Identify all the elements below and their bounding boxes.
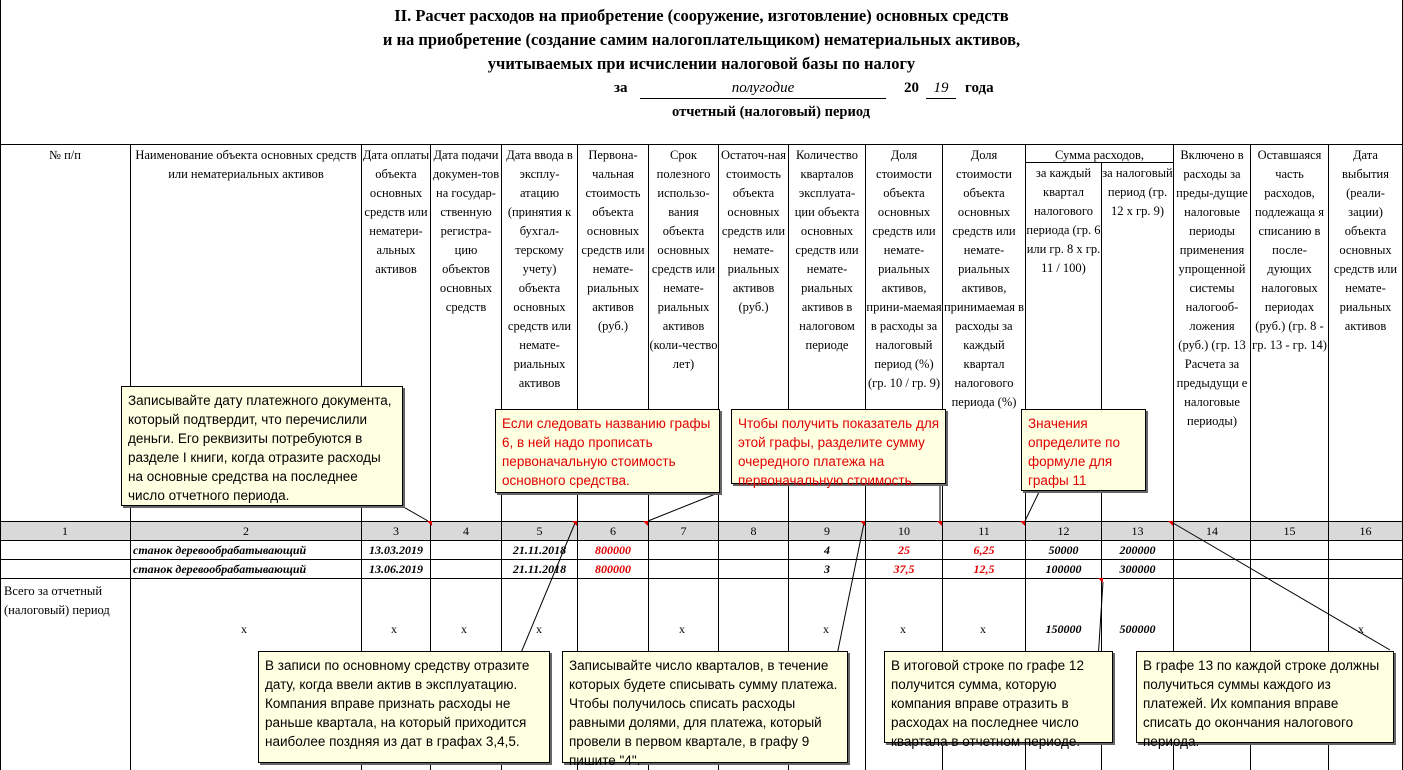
row2-c13: 300000	[1119, 562, 1156, 576]
callout-share-calc: Чтобы получить показатель для этой графы, разделите сумму очередного платежа на первоначальную стоимость.	[731, 409, 946, 484]
header-c6: Первона-чальная стоимость объекта основных средств или немате-риальных активов (руб.)	[581, 148, 645, 333]
colnum-7: 7	[680, 524, 687, 538]
callout-commission-date: В записи по основному средству отразите дату, когда ввели актив в эксплуатацию. Компания вправе признать расходы не раньше квартала, на который приходится наиболее поздняя из дат в графах 3,4,5.	[258, 651, 550, 763]
total-label: Всего за отчетный (налоговый) период	[4, 584, 110, 617]
total-x-c16: x	[1358, 622, 1364, 636]
header-c4: Дата подачи докумен-тов на государ-ственную регистра-цию объектов основных средств	[432, 148, 500, 314]
colnum-2: 2	[243, 524, 249, 538]
title-line-2: и на приобретение (создание самим налогоплательщиком) нематериальных активов,	[382, 30, 1021, 49]
colnum-16: 16	[1359, 524, 1372, 538]
callout-payment-date: Записывайте дату платежного документа, который подтвердит, что перечислили деньги. Его реквизиты потребуются в разделе I книги, когда отразите расходы на основные средства на последнее число отчетного периода.	[121, 386, 403, 506]
za-label: за	[614, 80, 628, 96]
header-c13: за налоговый период (гр. 12 х гр. 9)	[1102, 166, 1173, 218]
header-c12: за каждый квартал налогового периода (гр. 6 или гр. 8 х гр. 11 / 100)	[1026, 166, 1101, 275]
colnum-1: 1	[62, 524, 68, 538]
colnum-4: 4	[463, 524, 469, 538]
row2-c3: 13.06.2019	[369, 562, 423, 576]
colnum-5: 5	[536, 524, 543, 538]
row1-c13: 200000	[1119, 543, 1156, 557]
total-x-c3: x	[391, 622, 397, 636]
year-prefix: 20	[904, 80, 919, 96]
row1-c10: 25	[898, 543, 910, 557]
total-c13: 500000	[1119, 622, 1156, 636]
row2-c10: 37,5	[893, 562, 915, 576]
total-x-c4: x	[461, 622, 467, 636]
row2-c5: 21.11.2018	[512, 562, 567, 576]
header-c14: Включено в расходы за преды-дущие налоговые периоды применения упрощенной системы налогооб-ложения (руб.) (гр. 13 Расчета за предыдущи е налоговые периоды)	[1176, 148, 1248, 428]
row2-c6: 800000	[595, 562, 631, 576]
header-c16: Дата выбытия (реали-зации) объекта основных средств или немате-риальных активов	[1333, 148, 1398, 333]
year-word: года	[965, 80, 994, 96]
row1-c9: 4	[824, 543, 830, 557]
row2-name: станок деревообрабатывающий	[133, 562, 307, 576]
total-x-c2: x	[241, 622, 247, 636]
header-c1: № п/п	[49, 148, 81, 162]
callout-total-c12: В итоговой строке по графе 12 получится сумма, которую компания вправе отразить в расходах на последнее число квартала в отчетном периоде.	[884, 651, 1113, 743]
colnum-9: 9	[824, 524, 830, 538]
header-c9: Количество кварталов эксплуата-ции объекта основных средств или немате-риальных активов в налоговом периоде	[794, 148, 860, 352]
row1-name: станок деревообрабатывающий	[133, 543, 307, 557]
callout-initial-cost: Если следовать названию графы 6, в ней надо прописать первоначальную стоимость основного средства.	[495, 409, 720, 493]
colnum-8: 8	[750, 524, 757, 538]
total-x-c5: x	[536, 622, 542, 636]
header-c15: Оставшаяся часть расходов, подлежаща я списанию в после-дующих налоговых периодах (руб.) (гр. 8 - гр. 13 - гр. 14)	[1252, 148, 1327, 352]
colnum-14: 14	[1206, 524, 1218, 538]
total-x-c9: x	[823, 622, 829, 636]
total-x-c10: x	[900, 622, 906, 636]
row1-c6: 800000	[595, 543, 631, 557]
header-c10: Доля стоимости объекта основных средств или немате-риальных активов, прини-маемая в расходы за налоговый период (%) (гр. 10 / гр. 9)	[866, 148, 942, 390]
period-caption: отчетный (налоговый) период	[672, 104, 870, 120]
header-c7: Срок полезного использо-вания объекта основных средств или немате-риальных активов (коли-чество лет)	[649, 148, 718, 371]
total-x-c7: x	[679, 622, 685, 636]
colnum-12: 12	[1057, 524, 1070, 538]
row2-c9: 3	[824, 562, 830, 576]
header-c3: Дата оплаты объекта основных средств или нематери-альных активов	[362, 148, 430, 276]
header-c2: Наименование объекта основных средств или нематериальных активов	[135, 148, 357, 181]
row2-c11: 12,5	[973, 562, 995, 576]
total-x-c11: x	[980, 622, 986, 636]
colnum-3: 3	[393, 524, 399, 538]
header-c11: Доля стоимости объекта основных средств или немате-риальных активов, принимаемая в расходы за каждый квартал налогового периода (%)	[943, 148, 1025, 409]
header-c5: Дата ввода в эксплу-атацию (принятия к бухгал-терскому учету) объекта основных средств или немате-риальных активов	[506, 148, 573, 390]
row1-c11: 6,25	[973, 543, 995, 557]
colnum-10: 10	[898, 524, 910, 538]
year-value: 19	[926, 80, 956, 99]
total-c12: 150000	[1045, 622, 1082, 636]
colnum-15: 15	[1283, 524, 1296, 538]
row1-c3: 13.03.2019	[369, 543, 423, 557]
header-c8: Остаточ-ная стоимость объекта основных средств или немате-риальных активов (руб.)	[720, 148, 787, 314]
colnum-11: 11	[978, 524, 990, 538]
row2-c12: 100000	[1045, 562, 1082, 576]
title-line-3: учитываемых при исчислении налоговой базы по налогу	[487, 54, 916, 73]
row1-c5: 21.11.2018	[512, 543, 567, 557]
callout-quarters: Записывайте число кварталов, в течение которых будете списывать сумму платежа. Чтобы получилось списать расходы равными долями, для платежа, который провели в первом квартале, в графу 9 пишите "4".	[562, 651, 848, 763]
title-line-1: II. Расчет расходов на приобретение (сооружение, изготовление) основных средств	[394, 6, 1009, 25]
row1-c12: 50000	[1048, 543, 1079, 557]
header-c12-13-group: Сумма расходов,	[1054, 148, 1144, 162]
callout-c13-sums: В графе 13 по каждой строке должны получиться суммы каждого из платежей. Их компания вправе списать до окончания налогового периода.	[1136, 651, 1394, 743]
colnum-13: 13	[1131, 524, 1144, 538]
period-value: полугодие	[640, 80, 886, 99]
callout-formula-c11: Значения определите по формуле для графы 11	[1021, 409, 1146, 491]
colnum-6: 6	[610, 524, 616, 538]
